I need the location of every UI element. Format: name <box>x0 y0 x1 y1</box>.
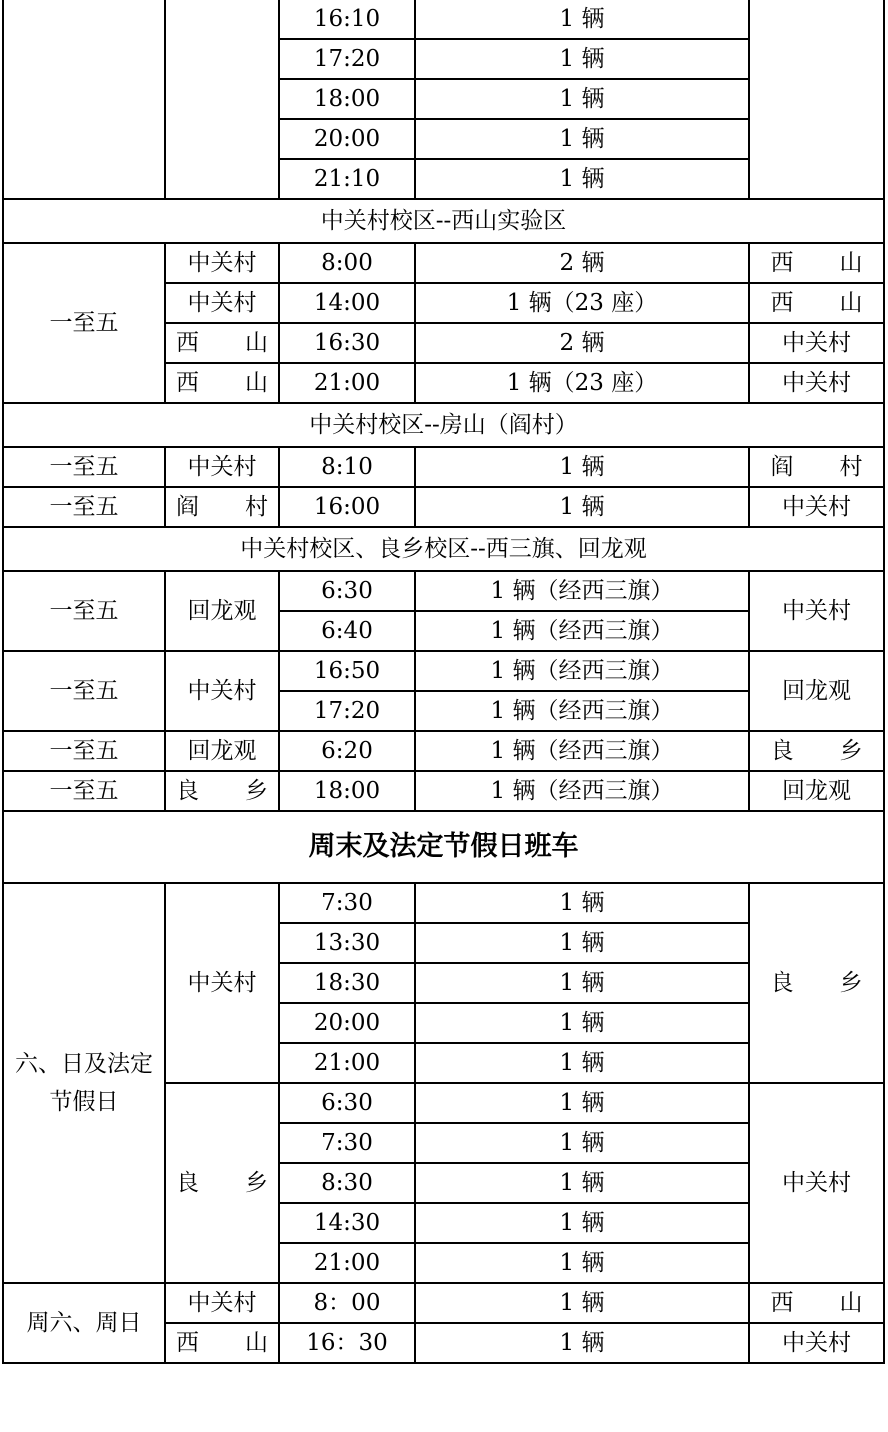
time-cell: 21:00 <box>279 1243 415 1283</box>
bus-count-cell: 1 辆 <box>415 1003 749 1043</box>
table-row <box>3 447 884 487</box>
bus-count-cell: 1 辆 <box>415 79 749 119</box>
day-cell: 一至五 <box>3 731 165 771</box>
bus-count-cell: 1 辆 <box>415 1323 749 1363</box>
bus-count-cell: 1 辆 <box>415 1283 749 1323</box>
time-cell: 6:30 <box>279 571 415 611</box>
bus-count-cell: 1 辆 <box>415 487 749 527</box>
time-cell: 21:00 <box>279 1043 415 1083</box>
table-row <box>3 0 884 39</box>
time-cell: 13:30 <box>279 923 415 963</box>
time-cell: 17:20 <box>279 39 415 79</box>
origin-cell: 中关村 <box>165 883 279 1083</box>
time-cell: 20:00 <box>279 1003 415 1043</box>
table-row <box>3 487 884 527</box>
destination-cell: 西 山 <box>749 1283 884 1323</box>
day-cell: 一至五 <box>3 651 165 731</box>
bus-count-cell: 1 辆 <box>415 1163 749 1203</box>
origin-cell: 西 山 <box>165 363 279 403</box>
time-cell: 8：00 <box>279 1283 415 1323</box>
origin-cell: 回龙观 <box>165 731 279 771</box>
day-cell: 六、日及法定节假日 <box>3 883 165 1283</box>
origin-cell: 中关村 <box>165 283 279 323</box>
bus-count-cell: 1 辆（经西三旗） <box>415 571 749 611</box>
bus-schedule-table <box>2 0 885 1364</box>
section-title-xishan: 中关村校区--西山实验区 <box>3 199 884 243</box>
bus-count-cell: 2 辆 <box>415 243 749 283</box>
bus-count-cell: 1 辆 <box>415 159 749 199</box>
destination-cell: 良 乡 <box>749 731 884 771</box>
section-header-row <box>3 811 884 883</box>
time-cell: 18:30 <box>279 963 415 1003</box>
bus-count-cell: 1 辆 <box>415 1203 749 1243</box>
time-cell: 16:00 <box>279 487 415 527</box>
bus-count-cell: 2 辆 <box>415 323 749 363</box>
day-cell <box>3 0 165 199</box>
origin-cell: 西 山 <box>165 323 279 363</box>
time-cell: 8:30 <box>279 1163 415 1203</box>
time-cell: 18:00 <box>279 79 415 119</box>
time-cell: 6:20 <box>279 731 415 771</box>
time-cell: 7:30 <box>279 1123 415 1163</box>
bus-count-cell: 1 辆（经西三旗） <box>415 611 749 651</box>
destination-cell: 西 山 <box>749 243 884 283</box>
origin-cell: 西 山 <box>165 1323 279 1363</box>
destination-cell: 西 山 <box>749 283 884 323</box>
origin-cell: 中关村 <box>165 651 279 731</box>
time-cell: 21:00 <box>279 363 415 403</box>
destination-cell: 良 乡 <box>749 883 884 1083</box>
bus-count-cell: 1 辆 <box>415 1083 749 1123</box>
time-cell: 16:50 <box>279 651 415 691</box>
day-cell: 一至五 <box>3 487 165 527</box>
section-header-row <box>3 199 884 243</box>
day-cell: 一至五 <box>3 571 165 651</box>
destination-cell: 回龙观 <box>749 651 884 731</box>
origin-cell: 回龙观 <box>165 571 279 651</box>
bus-count-cell: 1 辆 <box>415 0 749 39</box>
destination-cell: 回龙观 <box>749 771 884 811</box>
bus-count-cell: 1 辆 <box>415 39 749 79</box>
origin-cell: 中关村 <box>165 243 279 283</box>
bus-count-cell: 1 辆 <box>415 1123 749 1163</box>
section-header-row <box>3 403 884 447</box>
section-title-weekend: 周末及法定节假日班车 <box>3 811 884 883</box>
time-cell: 8:00 <box>279 243 415 283</box>
destination-cell: 中关村 <box>749 1083 884 1283</box>
origin-cell: 中关村 <box>165 1283 279 1323</box>
bus-count-cell: 1 辆（经西三旗） <box>415 771 749 811</box>
destination-cell: 中关村 <box>749 487 884 527</box>
time-cell: 20:00 <box>279 119 415 159</box>
time-cell: 7:30 <box>279 883 415 923</box>
section-title-xisanqi: 中关村校区、良乡校区--西三旗、回龙观 <box>3 527 884 571</box>
bus-count-cell: 1 辆 <box>415 1043 749 1083</box>
time-cell: 18:00 <box>279 771 415 811</box>
destination-cell <box>749 0 884 199</box>
section-title-fangshan: 中关村校区--房山（阎村） <box>3 403 884 447</box>
bus-count-cell: 1 辆（经西三旗） <box>415 731 749 771</box>
origin-cell: 阎 村 <box>165 487 279 527</box>
day-cell: 一至五 <box>3 243 165 403</box>
table-row <box>3 731 884 771</box>
table-row <box>3 883 884 923</box>
time-cell: 8:10 <box>279 447 415 487</box>
time-cell: 6:30 <box>279 1083 415 1123</box>
bus-count-cell: 1 辆（23 座） <box>415 283 749 323</box>
bus-count-cell: 1 辆（经西三旗） <box>415 651 749 691</box>
origin-cell: 中关村 <box>165 447 279 487</box>
bus-count-cell: 1 辆 <box>415 447 749 487</box>
time-cell: 6:40 <box>279 611 415 651</box>
table-row <box>3 1283 884 1323</box>
section-header-row <box>3 527 884 571</box>
time-cell: 16:10 <box>279 0 415 39</box>
time-cell: 17:20 <box>279 691 415 731</box>
bus-count-cell: 1 辆（经西三旗） <box>415 691 749 731</box>
time-cell: 14:00 <box>279 283 415 323</box>
bus-count-cell: 1 辆 <box>415 963 749 1003</box>
destination-cell: 中关村 <box>749 571 884 651</box>
bus-count-cell: 1 辆 <box>415 923 749 963</box>
day-cell: 周六、周日 <box>3 1283 165 1363</box>
bus-count-cell: 1 辆 <box>415 119 749 159</box>
origin-cell: 良 乡 <box>165 771 279 811</box>
table-row <box>3 771 884 811</box>
origin-cell <box>165 0 279 199</box>
time-cell: 16:30 <box>279 323 415 363</box>
bus-count-cell: 1 辆 <box>415 883 749 923</box>
day-cell: 一至五 <box>3 447 165 487</box>
bus-count-cell: 1 辆 <box>415 1243 749 1283</box>
day-cell: 一至五 <box>3 771 165 811</box>
table-row <box>3 651 884 691</box>
origin-cell: 良 乡 <box>165 1083 279 1283</box>
table-row <box>3 571 884 611</box>
time-cell: 21:10 <box>279 159 415 199</box>
destination-cell: 中关村 <box>749 363 884 403</box>
destination-cell: 中关村 <box>749 1323 884 1363</box>
table-row <box>3 243 884 283</box>
bus-count-cell: 1 辆（23 座） <box>415 363 749 403</box>
time-cell: 16：30 <box>279 1323 415 1363</box>
destination-cell: 阎 村 <box>749 447 884 487</box>
destination-cell: 中关村 <box>749 323 884 363</box>
time-cell: 14:30 <box>279 1203 415 1243</box>
